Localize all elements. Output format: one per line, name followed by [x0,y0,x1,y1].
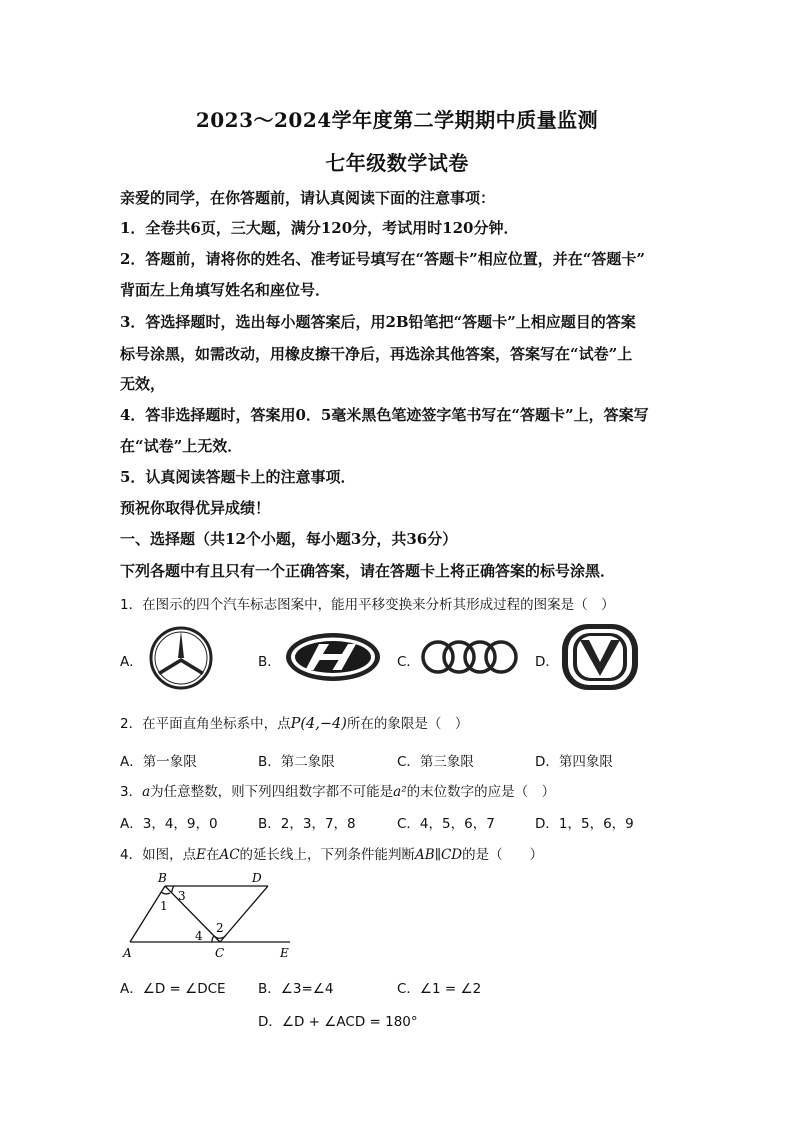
instruction-4a: 4．答非选择题时，答案用0．5毫米黑色笔迹签字笔书写在“答题卡”上，答案写 [120,406,649,424]
instructions-intro: 亲爱的同学，在你答题前，请认真阅读下面的注意事项： [120,189,496,207]
instruction-3c: 无效， [120,375,166,393]
q4-stem [120,843,543,863]
q3-option-a[interactable]: A．3，4，9，0 [120,816,218,832]
instruction-3b: 标号涂黑，如需改动，用橡皮擦干净后，再选涂其他答案，答案写在“试卷”上 [120,345,633,363]
q4-stem-a: 4．如图，点 [120,847,197,863]
q3-num: 3． [120,784,143,800]
instruction-1: 1．全卷共6页，三大题，满分120分，考试用时120分钟． [120,219,519,237]
section-heading: 一、选择题（共12个小题，每小题3分，共36分） [120,530,458,548]
q4-parallel: AB∥CD [415,847,463,863]
hyundai-logo-icon[interactable] [283,630,383,684]
q4-option-b[interactable]: B．∠3=∠4 [258,981,334,997]
q2-option-d[interactable]: D．第四象限 [535,754,613,770]
q4-label-e: E [280,946,289,960]
q2-option-c[interactable]: C．第三象限 [397,754,474,770]
q4-option-c[interactable]: C．∠1 = ∠2 [397,981,482,997]
q3-var-a: a [142,784,151,800]
q1-option-a-label[interactable]: A． [120,654,143,670]
q4-stem-b: 在 [205,847,220,863]
q1-option-c-label[interactable]: C． [397,654,420,670]
q2-option-b[interactable]: B．第二象限 [258,754,335,770]
instruction-2b: 背面左上角填写姓名和座位号． [120,281,331,299]
section-directive: 下列各题中有且只有一个正确答案，请在答题卡上将正确答案的标号涂黑． [120,562,616,580]
q4-label-d: D [252,871,262,885]
q1-stem: 1．在图示的四个汽车标志图案中，能用平移变换来分析其形成过程的图案是（ ） [120,597,615,613]
q4-option-d[interactable]: D．∠D + ∠ACD = 180° [258,1014,418,1030]
instruction-2a: 2．答题前，请将你的姓名、准考证号填写在“答题卡”相应位置，并在“答题卡” [120,250,645,268]
q3-option-d[interactable]: D．1，5，6，9 [535,816,634,832]
q4-label-c: C [215,946,225,960]
q3-stem [120,780,555,800]
q4-angle-1: 1 [160,899,168,913]
q3-option-b[interactable]: B．2，3，7，8 [258,816,356,832]
q4-angle-4: 4 [195,929,203,943]
instruction-3a: 3．答选择题时，选出每小题答案后，用2B铅笔把“答题卡”上相应题目的答案 [120,313,636,331]
q4-angle-2: 2 [216,921,224,935]
q4-angle-3: 3 [178,889,186,903]
q1-option-d-label[interactable]: D． [535,654,559,670]
q2-point: P(4,−4) [290,716,347,732]
q3-stem-mid: 为任意整数，则下列四组数字都不可能是 [150,784,394,800]
q4-label-b: B [158,871,167,885]
q3-stem-post: 的末位数字的应是（ ） [406,784,556,800]
q2-stem-post: 所在的象限是（ ） [346,716,469,732]
mercedes-logo-icon[interactable] [148,625,214,691]
q2-option-a[interactable]: A．第一象限 [120,754,197,770]
q4-stem-c: 的延长线上，下列条件能判断 [239,847,416,863]
q4-parallelogram-figure [120,870,300,962]
changan-logo-icon[interactable] [560,622,640,692]
q3-var-a-squared: a² [393,784,407,800]
q1-option-b-label[interactable]: B． [258,654,281,670]
q3-option-c[interactable]: C．4，5，6，7 [397,816,495,832]
audi-logo-icon[interactable] [420,638,520,676]
q4-segment-ac: AC [219,847,240,863]
good-luck: 预祝你取得优异成绩！ [120,499,271,517]
q4-label-a: A [123,946,132,960]
instruction-4b: 在“试卷”上无效． [120,437,243,455]
q2-stem [120,712,468,732]
q4-stem-d: 的是（ ） [462,847,544,863]
exam-subtitle: 七年级数学试卷 [325,151,469,175]
exam-title: 2023～2024学年度第二学期期中质量监测 [195,108,599,132]
q4-point-e: E [196,847,206,863]
q4-option-a[interactable]: A．∠D = ∠DCE [120,981,226,997]
instruction-5: 5．认真阅读答题卡上的注意事项． [120,468,356,486]
q2-stem-pre: 2．在平面直角坐标系中，点 [120,716,291,732]
